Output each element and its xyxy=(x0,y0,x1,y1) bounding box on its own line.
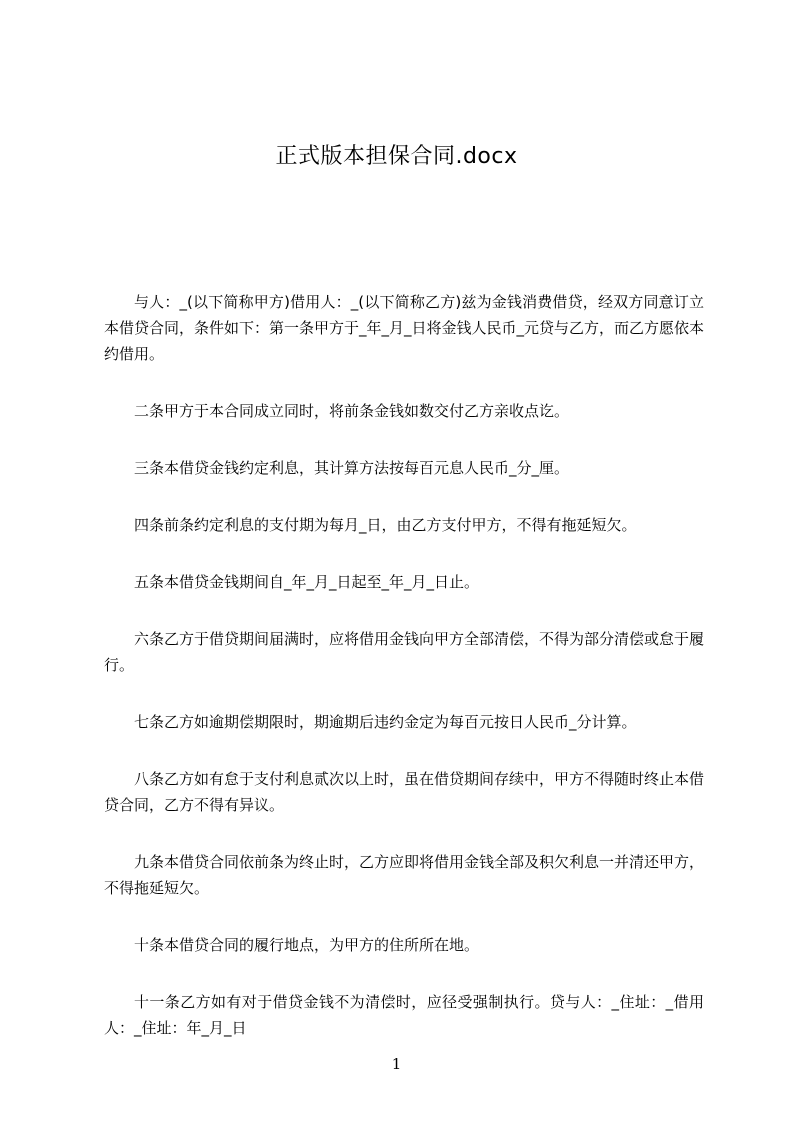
paragraph-4: 四条前条约定利息的支付期为每月_日，由乙方支付甲方，不得有拖延短欠。 xyxy=(134,516,637,534)
paragraph-5: 五条本借贷金钱期间自_年_月_日起至_年_月_日止。 xyxy=(134,573,480,591)
paragraph-7: 七条乙方如逾期偿期限时，期逾期后违约金定为每百元按日人民币_分计算。 xyxy=(134,713,637,731)
paragraph-2: 二条甲方于本合同成立同时，将前条金钱如数交付乙方亲收点讫。 xyxy=(134,402,570,420)
paragraph-8: 八条乙方如有怠于支付利息贰次以上时，虽在借贷期间存续中，甲方不得随时终止本借贷合同，乙方不得有异议。 xyxy=(104,770,705,814)
paragraph-3: 三条本借贷金钱约定利息，其计算方法按每百元息人民币_分_厘。 xyxy=(134,459,570,477)
paragraph-11: 十一条乙方如有对于借贷金钱不为清偿时，应径受强制执行。贷与人：_住址：_借用人：_住址：年_月_日 xyxy=(104,993,704,1037)
document-title: 正式版本担保合同.docx xyxy=(275,144,518,169)
document-body xyxy=(104,289,704,1072)
paragraph-9: 九条本借贷合同依前条为终止时，乙方应即将借用金钱全部及积欠利息一并清还甲方，不得拖延短欠。 xyxy=(104,853,705,897)
page-number: 1 xyxy=(391,1055,402,1073)
paragraph-1: 与人：_(以下简称甲方)借用人：_(以下简称乙方)兹为金钱消费借贷，经双方同意订立本借贷合同，条件如下：第一条甲方于_年_月_日将金钱人民币_元贷与乙方，而乙方愿依本约借用。 xyxy=(104,293,705,363)
paragraph-10: 十条本借贷合同的履行地点，为甲方的住所所在地。 xyxy=(134,936,480,954)
paragraph-6: 六条乙方于借贷期间届满时，应将借用金钱向甲方全部清偿，不得为部分清偿或怠于履行。 xyxy=(104,630,705,674)
